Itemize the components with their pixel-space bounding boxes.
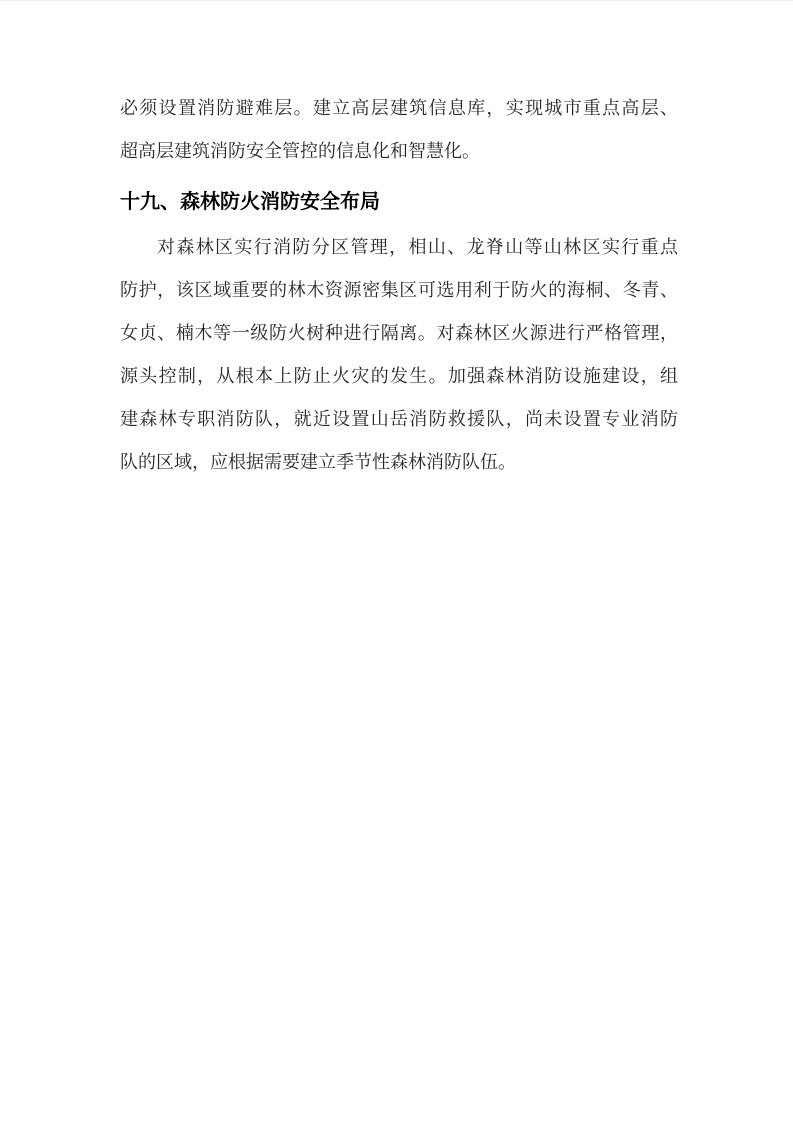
paragraph-line: 超高层建筑消防安全管控的信息化和智慧化。 [120,141,480,161]
paragraph-line: 队的区域，应根据需要建立季节性森林消防队伍。 [120,452,516,472]
paragraph-line: 女贞、楠木等一级防火树种进行隔离。对森林区火源进行严格管理， [120,323,678,343]
section-paragraph [120,226,678,484]
paragraph-line: 必须设置消防避难层。建立高层建筑信息库，实现城市重点高层、 [120,98,678,118]
paragraph-continuation [120,87,678,173]
section-heading: 十九、森林防火消防安全布局 [120,191,380,213]
paragraph-line: 源头控制，从根本上防止火灾的发生。加强森林消防设施建设，组 [120,366,678,386]
paragraph-line: 对森林区实行消防分区管理，相山、龙脊山等山林区实行重点 [157,237,678,257]
document-content [0,1,793,484]
paragraph-line: 建森林专职消防队，就近设置山岳消防救援队，尚未设置专业消防 [120,409,678,429]
paragraph-line: 防护，该区域重要的林木资源密集区可选用利于防火的海桐、冬青、 [120,280,678,300]
